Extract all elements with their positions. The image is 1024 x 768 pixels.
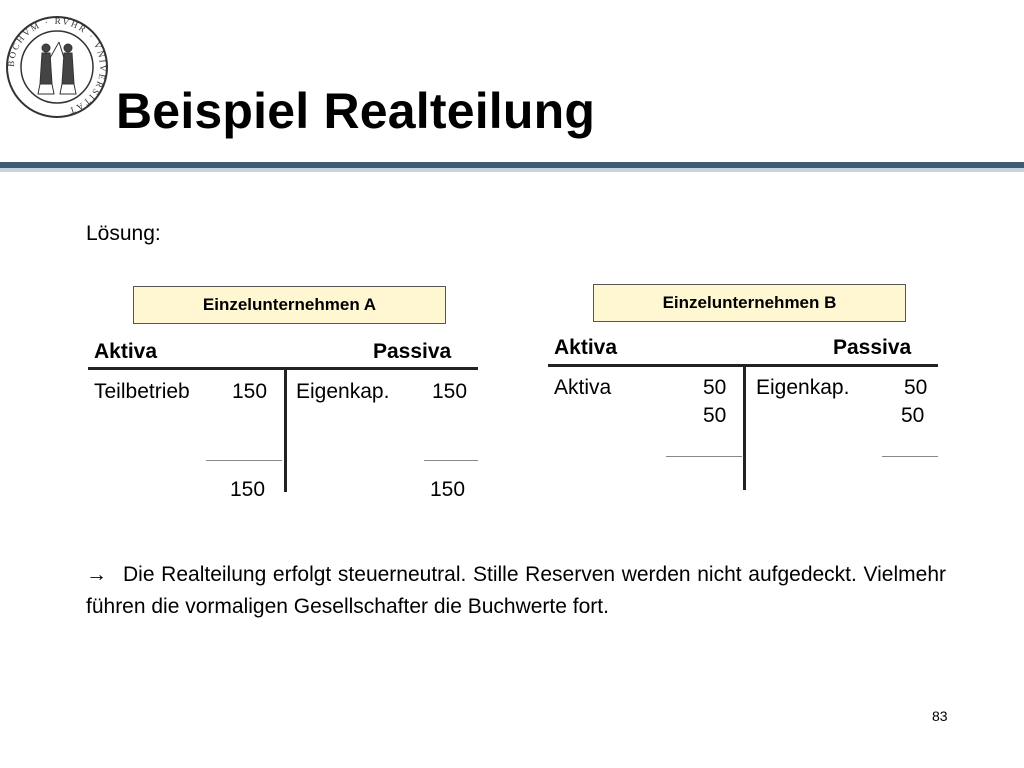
account-b-left-header: Aktiva [554,336,618,359]
account-b-left-value: 50 [703,376,727,399]
account-b-right-value: 50 [904,376,928,399]
account-b-center-line [743,364,746,490]
account-a-left-total: 150 [230,478,266,501]
slide-title: Beispiel Realteilung [116,83,596,139]
account-a-right-header: Passiva [373,340,452,363]
account-a-right-sum-line [424,460,478,461]
account-a-left-sum-line [206,460,282,461]
account-b-left-sum-line [666,456,742,457]
account-a-heading: Einzelunternehmen A [133,286,446,324]
account-a-right-item: Eigenkap. [296,380,390,403]
right-arrow-icon: → [86,563,107,586]
account-b-heading: Einzelunternehmen B [593,284,906,322]
account-b-left-item: Aktiva [554,376,612,399]
solution-label: Lösung: [86,222,161,245]
conclusion-paragraph [86,559,946,623]
account-b-right-sum-line [882,456,938,457]
account-a-right-total: 150 [430,478,466,501]
account-a-center-line [284,367,287,492]
account-a-left-header: Aktiva [94,340,158,363]
account-b-right-total: 50 [901,404,925,427]
svg-text:BOCHVM · RVHR · VNIVERSITÄT: BOCHVM · RVHR · VNIVERSITÄT [5,15,109,117]
account-a-left-item: Teilbetrieb [94,380,190,403]
account-b-left-total: 50 [703,404,727,427]
title-divider [0,162,1024,172]
account-a-top-line [88,367,478,370]
account-b-right-item: Eigenkap. [756,376,850,399]
account-a-right-value: 150 [432,380,468,403]
account-b-right-header: Passiva [833,336,912,359]
university-seal-icon [4,14,110,120]
conclusion-text: Die Realteilung erfolgt steuerneutral. Stille Reserven werden nicht aufgedeckt. Vielmehr führen die vormaligen Gesellschafter die Buchwerte fort. [86,563,946,618]
page-number: 83 [932,708,948,724]
account-a-left-value: 150 [232,380,268,403]
